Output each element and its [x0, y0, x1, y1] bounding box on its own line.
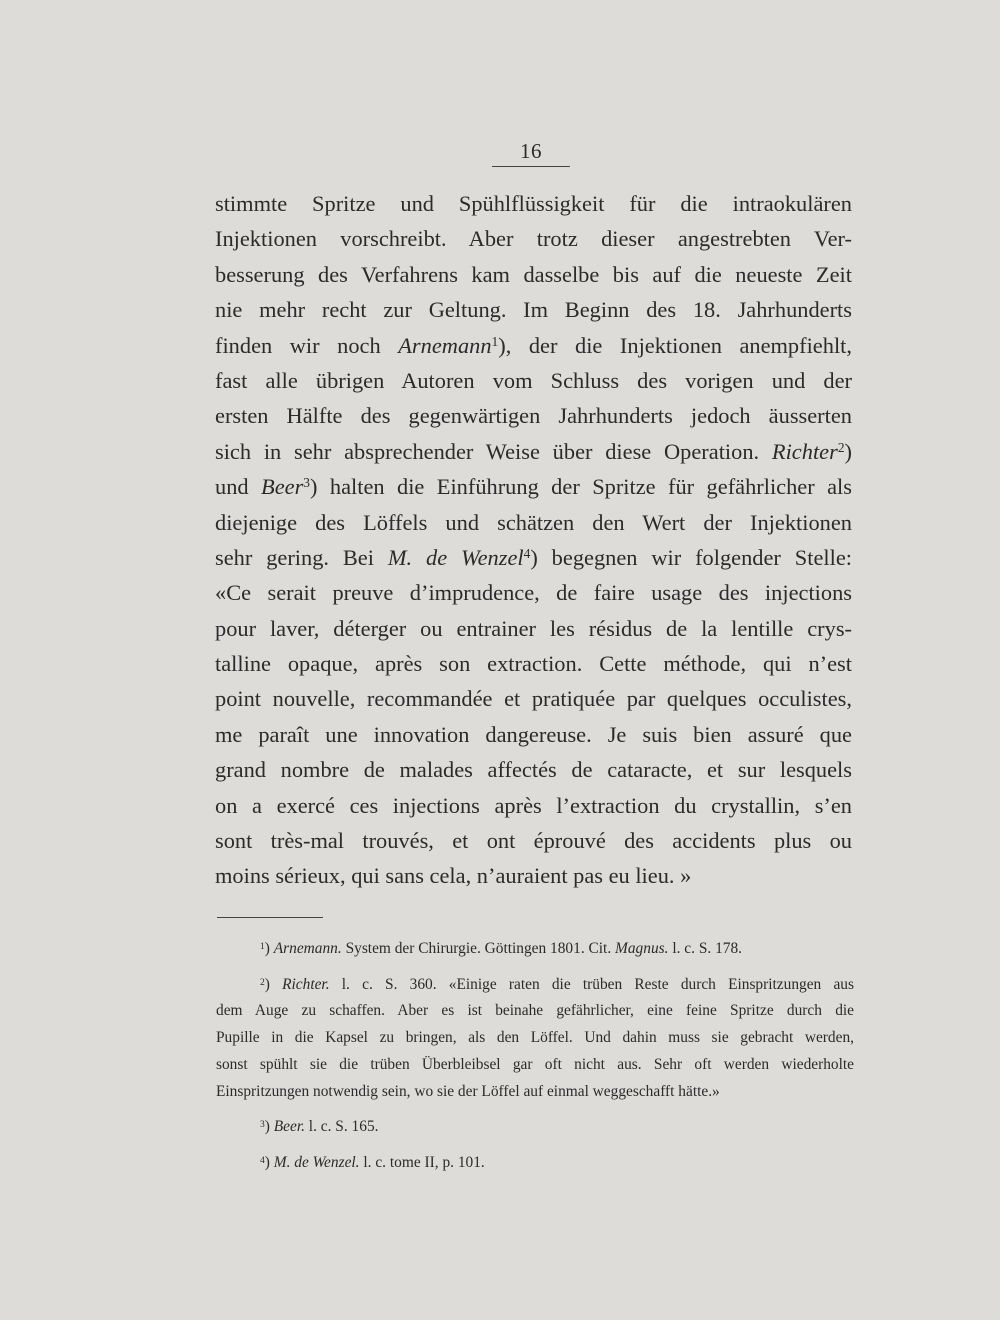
footnote-author: Arnemann. [273, 940, 342, 957]
text-line [215, 328, 852, 363]
footnote-text: l. c. S. 178. [668, 940, 743, 957]
footnote-number: 1 [260, 941, 265, 952]
text-run: point nouvelle, recommandée et pratiquée par quelques occulistes, [215, 686, 852, 712]
text-line [215, 292, 852, 327]
author-name-beer: Beer [261, 474, 304, 500]
footnote-author: Beer. [273, 1118, 305, 1136]
footnote-ref: 3 [303, 475, 311, 491]
text-run: moins sérieux, qui sans cela, n’auraient pas eu lieu. » [215, 863, 692, 889]
text-line [215, 788, 852, 823]
text-run: Injektionen vorschreibt. Aber trotz dieser angestrebten Ver- [215, 226, 852, 252]
text-run: sich in sehr absprechender Weise über diese Operation. [215, 438, 772, 464]
text-line [215, 858, 852, 893]
footnote-text: l. c. S. 165. [304, 1118, 379, 1136]
footnote-2-line: Pupille in die Kapsel zu bringen, als den Löffel. Und dahin muss sie gebracht werden, [216, 1029, 854, 1047]
footnote-author: Magnus. [615, 940, 669, 957]
text-line [215, 752, 852, 787]
footnote-number: 3 [260, 1119, 265, 1131]
text-run: finden wir noch [215, 332, 399, 358]
footnote-4: $^4$) M. de Wenzel. l. c. tome II, p. 101. [260, 1153, 485, 1171]
text-run: ), der die Injektionen anempfiehlt, [498, 332, 852, 358]
author-name-arnemann: Arnemann [398, 332, 492, 358]
main-text [215, 186, 852, 894]
page-number-block [492, 138, 570, 164]
text-line [215, 717, 852, 752]
footnote-text: System der Chirurgie. Göttingen 1801. Cit. [341, 940, 616, 957]
text-line [215, 575, 852, 610]
footnotes [216, 936, 854, 1177]
text-line [215, 434, 852, 469]
text-run: ) [844, 438, 852, 464]
text-run: stimmte Spritze und Spühlflüssigkeit für die intraokulären [215, 191, 852, 216]
text-run: fast alle übrigen Autoren vom Schluss des vorigen und der [215, 367, 852, 393]
footnote-separator [217, 917, 323, 918]
text-line [215, 363, 852, 398]
text-line [215, 540, 852, 575]
author-name-richter: Richter [771, 438, 838, 464]
text-run: pour laver, déterger ou entrainer les résidus de la lentille crys- [215, 615, 852, 641]
footnote-ref: 1 [491, 333, 499, 349]
text-run: ) begegnen wir folgender Stelle: [530, 544, 852, 570]
footnote-3: $^3$) Beer. l. c. S. 165. [260, 1118, 379, 1136]
text-line [215, 611, 852, 646]
text-line [215, 823, 852, 858]
footnote-text: l. c. S. 360. «Einige raten die trüben Reste durch Einspritzungen aus [329, 975, 854, 993]
footnote-2-line: sonst spühlt sie die trüben Überbleibsel gar oft nicht aus. Sehr oft werden wiederholte [216, 1055, 854, 1073]
text-run: grand nombre de malades affectés de cataracte, et sur lesquels [215, 757, 852, 783]
text-run: «Ce serait preuve d’imprudence, de faire usage des injections [215, 580, 852, 606]
footnote-2: $^2$) Richter. l. c. S. 360. «Einige raten die trüben Reste durch Einspritzungen aus [260, 975, 854, 993]
text-run: nie mehr recht zur Geltung. Im Beginn des 18. Jahrhunderts [215, 297, 852, 323]
page-number: 16 [520, 139, 542, 163]
text-run: diejenige des Löffels und schätzen den Wert der Injektionen [215, 509, 852, 535]
text-line [215, 646, 852, 681]
footnote-ref: 2 [837, 439, 845, 455]
text-run: und [215, 474, 262, 500]
text-run: sont très-mal trouvés, et ont éprouvé des accidents plus ou [215, 828, 852, 854]
text-line [215, 398, 852, 433]
footnote-text: l. c. tome II, p. 101. [359, 1153, 485, 1171]
text-run: ersten Hälfte des gegenwärtigen Jahrhunderts jedoch äusserten [215, 403, 852, 429]
text-line [215, 681, 852, 716]
footnote-2-line: Einspritzungen notwendig sein, wo sie der Löffel auf einmal weggeschafft hätte.» [216, 1082, 720, 1100]
footnote-author: Richter. [282, 975, 330, 993]
text-line [215, 505, 852, 540]
footnote-number: 2 [260, 976, 265, 988]
text-run: ) halten die Einführung der Spritze für gefährlicher als [310, 474, 852, 500]
footnote-2-line: dem Auge zu schaffen. Aber es ist beinahe gefährlicher, eine feine Spritze durch die [216, 1002, 854, 1020]
text-run: besserung des Verfahrens kam dasselbe bis auf die neueste Zeit [215, 261, 852, 287]
text-run: talline opaque, après son extraction. Cette méthode, qui n’est [215, 651, 852, 677]
text-line [215, 221, 852, 256]
footnote-ref: 4 [523, 545, 531, 561]
text-line [215, 257, 852, 292]
text-line [215, 469, 852, 504]
text-run: on a exercé ces injections après l’extraction du crystallin, s’en [215, 792, 852, 818]
page-number-underline [492, 166, 570, 167]
footnote-number: 4 [260, 1154, 265, 1166]
footnote-1: $^1$) Arnemann. System der Chirurgie. Göttingen 1801. Cit. Magnus. l. c. S. 178. [260, 940, 743, 957]
text-run: me paraît une innovation dangereuse. Je suis bien assuré que [215, 721, 852, 747]
text-run: sehr gering. Bei [215, 544, 388, 570]
footnote-author: M. de Wenzel. [273, 1153, 360, 1171]
author-name-wenzel: M. de Wenzel [387, 544, 524, 570]
text-line [215, 186, 852, 221]
